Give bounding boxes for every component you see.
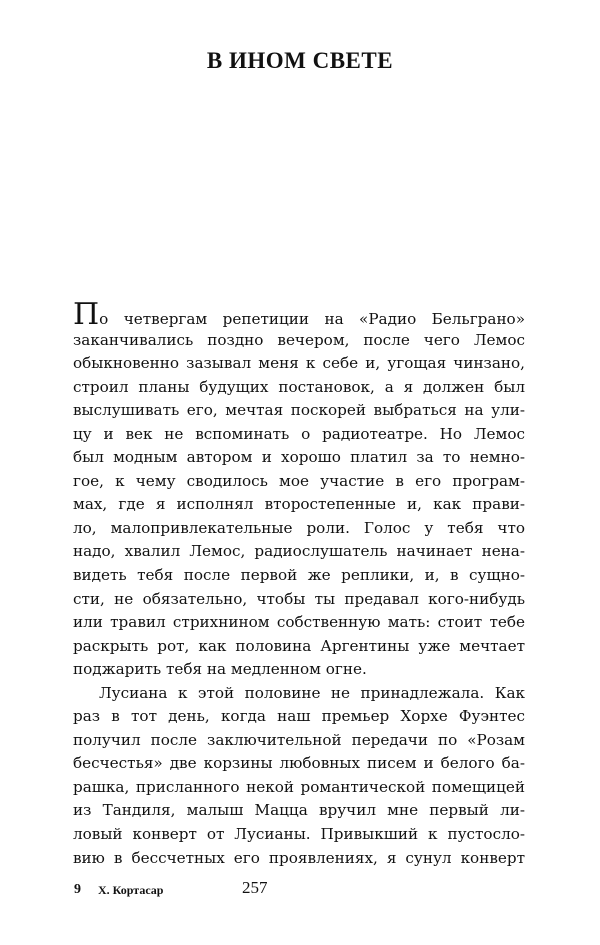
text-line xyxy=(73,752,525,776)
line-text: сти, не обязательно, чтобы ты предавал кого-нибудь xyxy=(73,589,525,608)
signature-number: 9 xyxy=(74,882,81,897)
text-line xyxy=(73,399,525,423)
text-line xyxy=(73,564,525,588)
chapter-title: В ИНОМ СВЕТЕ xyxy=(206,48,394,73)
line-text: надо, хвалил Лемос, радиослушатель начинает нена- xyxy=(73,542,525,561)
text-line xyxy=(73,540,525,564)
text-line xyxy=(73,776,525,800)
text-line xyxy=(73,352,525,376)
text-line xyxy=(73,611,525,635)
line-text: гое, к чему сводилось мое участие в его програм- xyxy=(73,471,525,490)
signature-author: Х. Кортасар xyxy=(98,883,164,897)
drop-cap: П xyxy=(73,297,100,332)
line-text: Лусиана к этой половине не принадлежала. Как xyxy=(99,683,525,702)
line-text: заканчивались поздно вечером, после чего Лемос xyxy=(73,330,525,349)
text-line xyxy=(73,823,525,847)
text-line xyxy=(73,705,525,729)
line-text: ло, малопривлекательные роли. Голос у тебя что xyxy=(73,518,525,537)
line-text: о четвергам репетиции на «Радио Бельграно» xyxy=(99,310,525,328)
text-line xyxy=(73,799,525,823)
page-footer xyxy=(74,878,534,902)
line-text: получил после заключительной передачи по «Розам xyxy=(73,730,525,749)
line-text: раз в тот день, когда наш премьер Хорхе Фуэнтес xyxy=(73,707,525,726)
text-line xyxy=(73,446,525,470)
text-line xyxy=(73,847,525,871)
text-line xyxy=(73,423,525,447)
line-text: цу и век не вспоминать о радиотеатре. Но Лемос xyxy=(73,424,525,443)
text-line xyxy=(73,517,525,541)
line-text: ловый конверт от Лусианы. Привыкший к пустосло- xyxy=(73,825,525,844)
body-text xyxy=(73,297,525,870)
line-text: был модным автором и хорошо платил за то немно- xyxy=(73,448,525,467)
text-line xyxy=(73,658,525,682)
text-line xyxy=(73,635,525,659)
line-text: раскрыть рот, как половина Аргентины уже мечтает xyxy=(73,636,525,655)
line-text: бесчестья» две корзины любовных писем и белого ба- xyxy=(73,754,525,773)
line-text: или травил стрихнином собственную мать: стоит тебе xyxy=(73,613,525,632)
text-line xyxy=(73,376,525,400)
text-line xyxy=(73,588,525,612)
page-number: 257 xyxy=(242,878,268,897)
text-line xyxy=(73,297,525,332)
line-text: строил планы будущих постановок, а я должен был xyxy=(73,377,525,396)
text-line xyxy=(73,682,525,706)
line-text: выслушивать его, мечтая поскорей выбраться на ули- xyxy=(73,401,525,420)
text-line xyxy=(73,470,525,494)
line-text: вию в бессчетных его проявлениях, я сунул конверт xyxy=(73,848,525,867)
line-text: из Тандиля, малыш Мацца вручил мне первый ли- xyxy=(73,801,525,820)
line-text: мах, где я исполнял второстепенные и, как прави- xyxy=(73,495,525,514)
line-text: рашка, присланного некой романтической помещицей xyxy=(73,777,525,796)
line-text: видеть тебя после первой же реплики, и, в сущно- xyxy=(73,566,525,585)
text-line xyxy=(73,493,525,517)
text-line xyxy=(73,329,525,353)
line-text: обыкновенно зазывал меня к себе и, угощая чинзано, xyxy=(73,354,525,373)
text-line xyxy=(73,729,525,753)
line-text: поджарить тебя на медленном огне. xyxy=(73,660,367,679)
